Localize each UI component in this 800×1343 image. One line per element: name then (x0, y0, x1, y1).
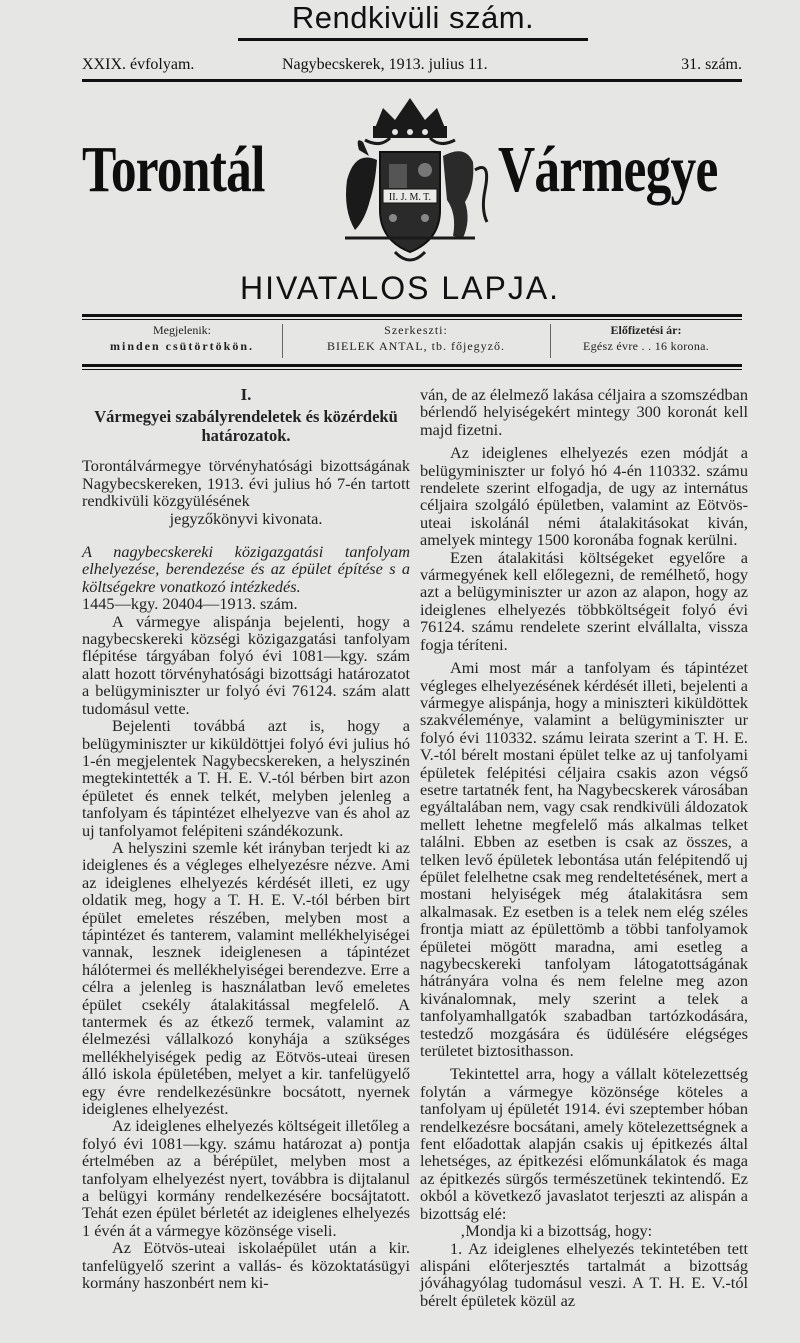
paragraph: Az ideiglenes elhelyezés költségeit illetőleg a folyó évi 1081—kgy. számu határozat a) pontja értelmében az a bérépület, melyben most a tanfolyam elhelyezést nyert, továbbra is dijtalanul a belügyi kormány rendelkezésére bocsájtatott. Tehát ezen épület bérletét az ideiglenes elhelyezés 1 évén át a vármegye közönsége viseli. (82, 1116, 410, 1240)
masthead-rule-top (82, 314, 742, 317)
issue-rule (82, 79, 742, 82)
lead-text-last: jegyzőkönyvi kivonata. (169, 508, 323, 528)
paragraph: Az ideiglenes elhelyezés ezen módját a belügyminiszter ur folyó hó 4-én 110332. számu rendelete szerint elfogadja, de ugy az internátus céljaira szolgáló épületben, valamint az Eötvös-uteai iskolánál némi átalakitásokat kiván, amelyek mintegy 1500 koronába fognak kerülni. (420, 443, 748, 550)
extra-edition-underline (238, 38, 588, 41)
paragraph: ván, de az élelmező lakása céljaira a szomszédban bérlendő helyiségekért mintegy 300 koronát kell majd fizetni. (420, 385, 748, 439)
publication-schedule-value: minden csütörtökön. (109, 339, 254, 353)
section-title: Vármegyei szabályrendeletek és közérdekü határozatok. (94, 407, 398, 446)
resolution-intro: ‚Mondja ki a bizottság, hogy: (460, 1221, 653, 1241)
editor-info (282, 322, 550, 362)
paragraph: Ezen átalakitási költségeket egyelőre a vármegyének kell előlegezni, de remélhető, hogy azt a belügyminiszter ur azon az alapon, hogy az ideiglenes elhelyezés többköltségeit folyó évi 76124. számu rendelete szerint elvállalta, vissza fogja téríteni. (420, 547, 748, 654)
subscription-label: Előfizetési ár: (610, 323, 682, 337)
item-reference: 1445—kgy. 20404—1913. szám. (82, 594, 298, 614)
paragraph: Tekintettel arra, hogy a vállalt kötelezettség folytán a vármegye közönsége köteles a tanfolyam uj épületét 1914. évi szeptember hóban rendelkezésre bocsátani, amely kötelezettségnek a fent előadottak alapján csakis uj épitkezés által lehetséges, az épitkezési előmunkálatok és maga az épitkezés sürgős természetünek tekintendő. Ez okból a következő javaslatot terjeszti az alispán a bizottság elé: (420, 1064, 748, 1223)
editor-label: Szerkeszti: (384, 323, 448, 337)
info-bar-rule-bottom (82, 364, 742, 367)
article-column-left (82, 386, 410, 1292)
publication-schedule (82, 322, 282, 362)
masthead-rule-top-thin (82, 319, 742, 320)
coat-of-arms-icon (325, 90, 495, 265)
lead-text: Torontálvármegye törvényhatósági bizottságának Nagybecskereken, 1913. évi julius hó 7-én tartott rendkivüli közgyülésének (82, 456, 410, 511)
publication-schedule-label: Megjelenik: (153, 323, 211, 337)
info-bar-rule-bottom-thin (82, 369, 742, 370)
item-title: A nagybecskereki közigazgatási tanfolyam elhelyezése, berendezése és az épület építése s a költségekre vonatkozó intézkedés. (82, 542, 410, 596)
volume-label: XXIX. évfolyam. (82, 56, 195, 73)
issue-number: 31. szám. (681, 56, 742, 73)
place-date: Nagybecskerek, 1913. julius 11. (282, 56, 488, 73)
masthead-subtitle: HIVATALOS LAPJA. (239, 270, 561, 306)
info-bar (82, 322, 742, 362)
masthead-title-left: Torontál (82, 133, 265, 206)
section-number: I. (240, 385, 252, 404)
subscription-info (550, 322, 742, 362)
crest-label: II. J. M. T. (388, 192, 432, 203)
paragraph: A vármegye alispánja bejelenti, hogy a nagybecskereki községi közigazgatási tanfolyam flépitése tárgyában folyó évi 1081—kgy. szám alatt hozott törvényhatósági bizottsági határozatot a belügyminiszter ur folyó évi 76124. szám alatt tudomásul vette. (82, 611, 410, 718)
paragraph: Ami most már a tanfolyam és tápintézet végleges elhelyezésének kérdését illeti, bejelenti a vármegye alispánja, hogy a miniszteri kiküldöttek szakvéleménye, valamint a belügyminiszter ur folyó évi 110332. számu leirata szerint a T. H. E. V.-tól bérelt mostani épület telke az uj tanfolyami épületek felépitési céljaira csakis azon végső esetre tartatnék fent, ha Nagybecskerek városában egyáltalában nem, vagy csak rendkivüli áldozatok mellett lehetne megfelelő más alkalmas telket találni. Ebben az esetben is csak az összes, a telken levő épületek lebontása után felépitendő uj épület felelhetne csak meg rendeltetésének, mert a mostani helyiségek még átalakitásra sem alkalmasak. Ez esetben is a telek nem elég széles frontja miatt az épülettömb a többi tanfolyamok épületei mögött maradna, ami esetleg a nagybecskereki tanfolyam látogatottságának hátrányára volna és nem felelne meg azon kivánalomnak, mely szerint a telek a tanfolyamhallgatók szabadban tartózkodására, testedző mozgására és üdülésére elégséges területet biztosithasson. (420, 658, 748, 1061)
masthead-title-right: Vármegye (498, 133, 718, 206)
editor-value: BIELEK ANTAL, tb. főjegyző. (326, 339, 505, 353)
article-column-right (420, 386, 748, 1309)
extra-edition-title: Rendkivüli szám. (291, 0, 535, 35)
paragraph: A helyszini szemle két irányban terjedt ki az ideiglenes és a végleges elhelyezésre nézve. Ami az ideiglenes elhelyezés kérdését illeti, ez ugy oldatik meg, hogy a T. H. E. V.-tól bérben birt épület emeletes részében, melyben most a tápintézet és tanterem, valamint mellékhelyiségei vannak, lesznek ideiglenesen a tápintézet hálótermei és mellékhelyiségei berendezve. Erre a célra a jelenleg is használatban levő emeletes épület csekély átalakitással megfelelő. A tantermek és az étkező termek, valamint az élelmezési vállalkozó konyhája a szükséges mellékhelyiségek pedig az Eötvös-uteai üresen álló iskola épületében, melyet a kir. tanfelügyelő egy évre rendelkezésünkre bocsátott, nyernek ideiglenes elhelyezést. (82, 837, 410, 1119)
issue-line (82, 56, 742, 78)
paragraph: Az Eötvös-uteai iskolaépület után a kir. tanfelügyelő szerint a vallás- és közoktatásügyi kormány haszonbért nem ki- (82, 1238, 410, 1293)
paragraph: Bejelenti továbbá azt is, hogy a belügyminiszter ur kiküldöttjei folyó évi julius hó 1-én megjelentek Nagybecskereken, a helyszinén megtekintették a T. H. E. V.-tól bérben birt azon épületet és ennek telkét, melyben jelenleg a tanfolyam és tápintézet elhelyezve van és ahol az uj tanfolyamot felépiteni szándékozunk. (82, 716, 410, 840)
subscription-value: Egész évre . . 16 korona. (582, 339, 710, 353)
resolution-point: 1. Az ideiglenes elhelyezés tekintetében tett alispáni előterjesztés tartalmát a bizottság jóváhagyólag tudomásul veszi. A T. H. E. V.-tól bérelt épületek közül az (420, 1238, 748, 1310)
